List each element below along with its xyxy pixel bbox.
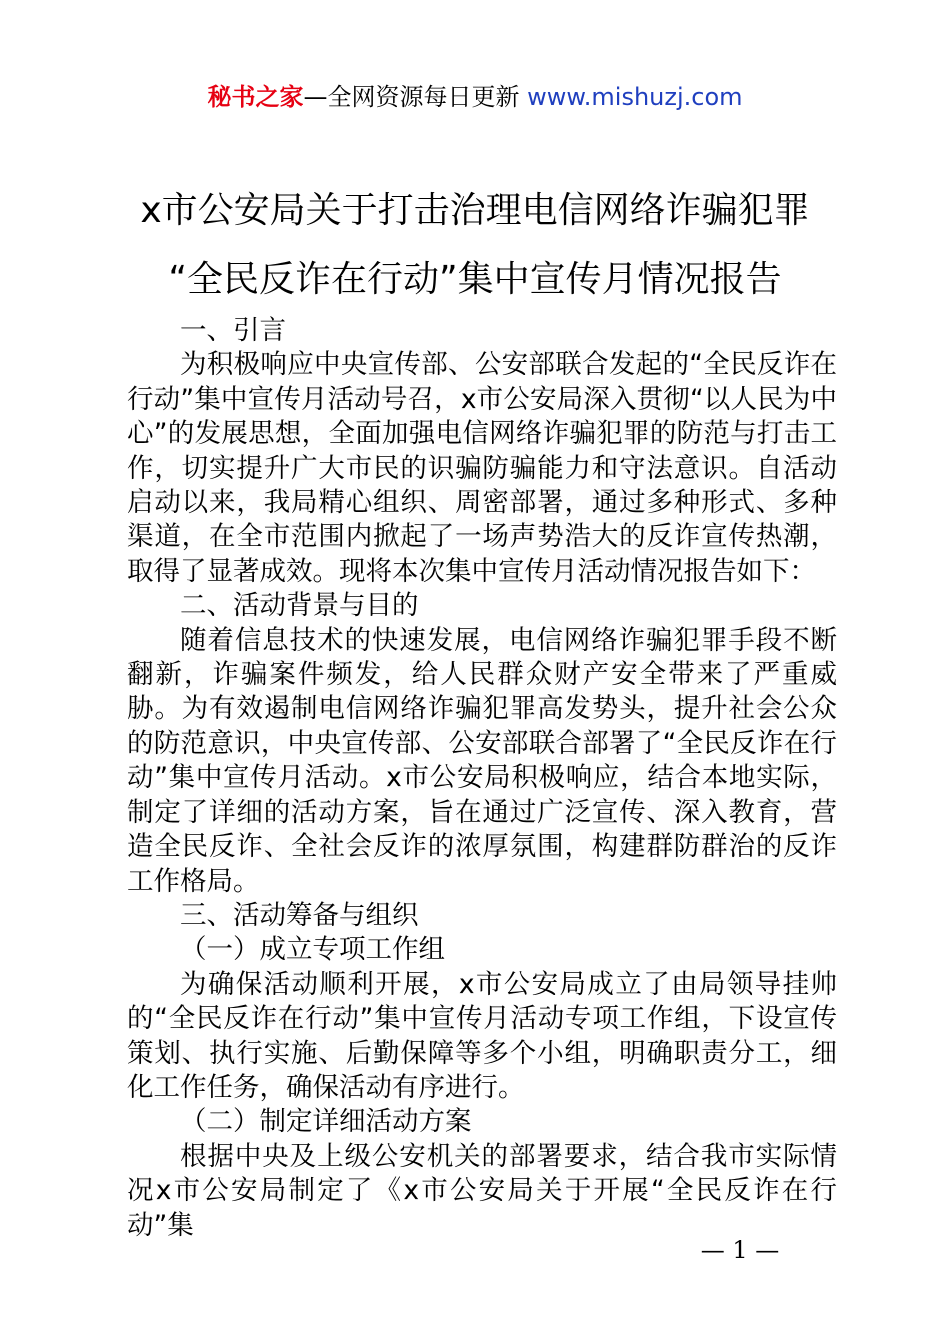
banner-brand: 秘书之家 bbox=[207, 83, 304, 111]
paragraph-work-group: 为确保活动顺利开展，x市公安局成立了由局领导挂帅的“全民反诈在行动”集中宣传月活动专项工作组，下设宣传策划、执行实施、后勤保障等多个小组，明确职责分工，细化工作任务，确保活动有序进行。 bbox=[127, 968, 837, 1103]
page-number: — 1 — bbox=[700, 1236, 780, 1264]
banner-slogan: —全网资源每日更新 bbox=[303, 83, 528, 111]
heading-introduction: 一、引言 bbox=[180, 315, 286, 346]
site-banner bbox=[0, 82, 950, 112]
banner-url[interactable]: www.mishuzj.com bbox=[527, 83, 743, 111]
paragraph-background: 随着信息技术的快速发展，电信网络诈骗犯罪手段不断翻新，诈骗案件频发，给人民群众财产安全带来了严重威胁。为有效遏制电信网络诈骗犯罪高发势头，提升社会公众的防范意识，中央宣传部、公安部联合部署了“全民反诈在行动”集中宣传月活动。x市公安局积极响应，结合本地实际，制定了详细的活动方案，旨在通过广泛宣传、深入教育，营造全民反诈、全社会反诈的浓厚氛围，构建群防群治的反诈工作格局。 bbox=[127, 624, 837, 897]
subheading-work-group: （一）成立专项工作组 bbox=[180, 934, 445, 966]
document-title-line-1: x市公安局关于打击治理电信网络诈骗犯罪 bbox=[140, 190, 810, 231]
document-title-line-2: “全民反诈在行动”集中宣传月情况报告 bbox=[168, 259, 782, 300]
paragraph-activity-plan: 根据中央及上级公安机关的部署要求，结合我市实际情况x市公安局制定了《x市公安局关于开展“全民反诈在行动”集 bbox=[127, 1140, 837, 1241]
heading-background: 二、活动背景与目的 bbox=[180, 590, 419, 622]
paragraph-introduction: 为积极响应中央宣传部、公安部联合发起的“全民反诈在行动”集中宣传月活动号召，x市公安局深入贯彻“以人民为中心”的发展思想，全面加强电信网络诈骗犯罪的防范与打击工作，切实提升广大市民的识骗防骗能力和守法意识。自活动启动以来，我局精心组织、周密部署，通过多种形式、多种渠道，在全市范围内掀起了一场声势浩大的反诈宣传热潮，取得了显著成效。现将本次集中宣传月活动情况报告如下： bbox=[127, 349, 837, 587]
document-body bbox=[127, 314, 837, 1243]
subheading-activity-plan: （二）制定详细活动方案 bbox=[180, 1106, 472, 1138]
heading-preparation: 三、活动筹备与组织 bbox=[180, 899, 419, 931]
